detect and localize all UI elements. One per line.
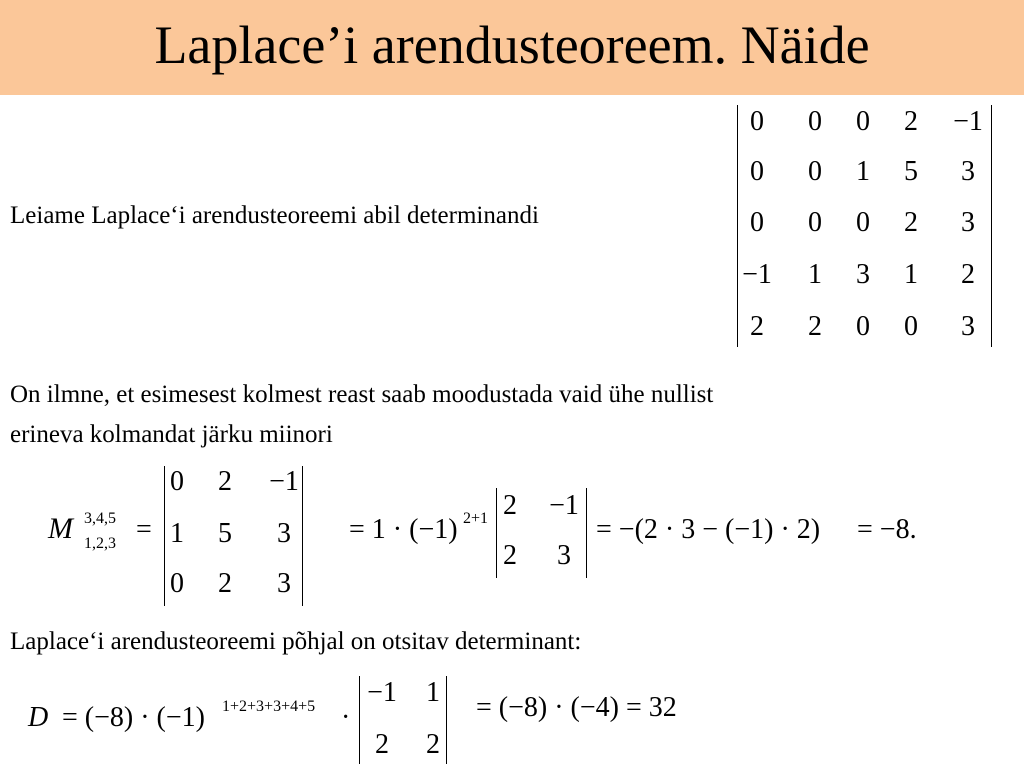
- observation-line-1: On ilmne, et esimesest kolmest reast saab moodustada vaid ühe nullist: [10, 381, 714, 408]
- matrix-cell: 2: [961, 259, 975, 290]
- matrix-cell: 2: [503, 490, 517, 521]
- matrix-cell: 0: [856, 207, 870, 238]
- final-exponent: 1+2+3+3+4+5: [222, 698, 316, 715]
- matrix-cell: 2: [808, 311, 822, 342]
- minor-computation: = −(2 · 3 − (−1) · 2): [596, 514, 821, 545]
- minor-subscript: 1,2,3: [84, 535, 116, 552]
- slide-title: Laplace’i arendusteoreem. Näide: [154, 15, 870, 75]
- final-det-left-bar: [359, 676, 360, 764]
- intro-text: Leiame Laplace‘i arendusteoreemi abil determinandi: [10, 202, 539, 229]
- matrix-cell: 2: [750, 311, 764, 342]
- final-result: = (−8) · (−4) = 32: [476, 692, 677, 723]
- conclusion-text: Laplace‘i arendusteoreemi põhjal on otsitav determinant:: [10, 628, 582, 655]
- matrix-cell: 1: [904, 259, 918, 290]
- matrix-cell: 0: [750, 207, 764, 238]
- matrix-cell: −1: [549, 490, 579, 521]
- final-dot: ·: [341, 702, 351, 733]
- matrix-cell: 2: [375, 729, 389, 760]
- matrix-cell: 0: [170, 466, 184, 497]
- matrix-cell: 2: [904, 207, 918, 238]
- matrix-cell: 1: [856, 156, 870, 187]
- matrix-cell: 0: [904, 311, 918, 342]
- matrix-cell: 1: [426, 677, 440, 708]
- matrix-cell: −1: [367, 677, 397, 708]
- final-symbol: D: [28, 702, 49, 733]
- matrix-cell: 5: [218, 518, 232, 549]
- matrix-cell: 1: [808, 259, 822, 290]
- matrix-cell: −1: [269, 466, 299, 497]
- matrix-cell: 2: [218, 568, 232, 599]
- matrix-cell: 0: [750, 106, 764, 137]
- matrix-cell: 1: [170, 518, 184, 549]
- matrix-cell: 3: [557, 540, 571, 571]
- matrix-cell: 3: [961, 311, 975, 342]
- matrix-cell: −1: [742, 259, 772, 290]
- cofactor-right-bar: [586, 488, 587, 578]
- matrix-cell: 0: [808, 106, 822, 137]
- minor-result: = −8.: [857, 514, 917, 545]
- matrix-cell: 0: [750, 156, 764, 187]
- matrix-cell: 2: [426, 729, 440, 760]
- matrix-cell: 3: [961, 207, 975, 238]
- minor-symbol: M: [48, 512, 73, 545]
- matrix-cell: 2: [218, 466, 232, 497]
- matrix-cell: −1: [953, 106, 983, 137]
- matrix-cell: 0: [170, 568, 184, 599]
- matrix-cell: 3: [856, 259, 870, 290]
- matrix-cell: 0: [808, 207, 822, 238]
- minor-superscript: 3,4,5: [84, 510, 116, 527]
- observation-line-2: erineva kolmandat järku miinori: [10, 421, 333, 448]
- matrix-cell: 0: [856, 106, 870, 137]
- minor-equals: =: [136, 514, 152, 545]
- matrix-cell: 2: [904, 106, 918, 137]
- matrix-cell: 0: [808, 156, 822, 187]
- determinant-right-bar: [991, 105, 992, 347]
- matrix-cell: 3: [277, 568, 291, 599]
- matrix-cell: 3: [277, 518, 291, 549]
- matrix-cell: 2: [503, 540, 517, 571]
- expansion-prefix: = 1 · (−1): [349, 514, 458, 545]
- matrix-cell: 3: [961, 156, 975, 187]
- expansion-exponent: 2+1: [463, 510, 489, 527]
- final-prefix: = (−8) · (−1): [62, 702, 205, 733]
- matrix-cell: 0: [856, 311, 870, 342]
- matrix-cell: 5: [904, 156, 918, 187]
